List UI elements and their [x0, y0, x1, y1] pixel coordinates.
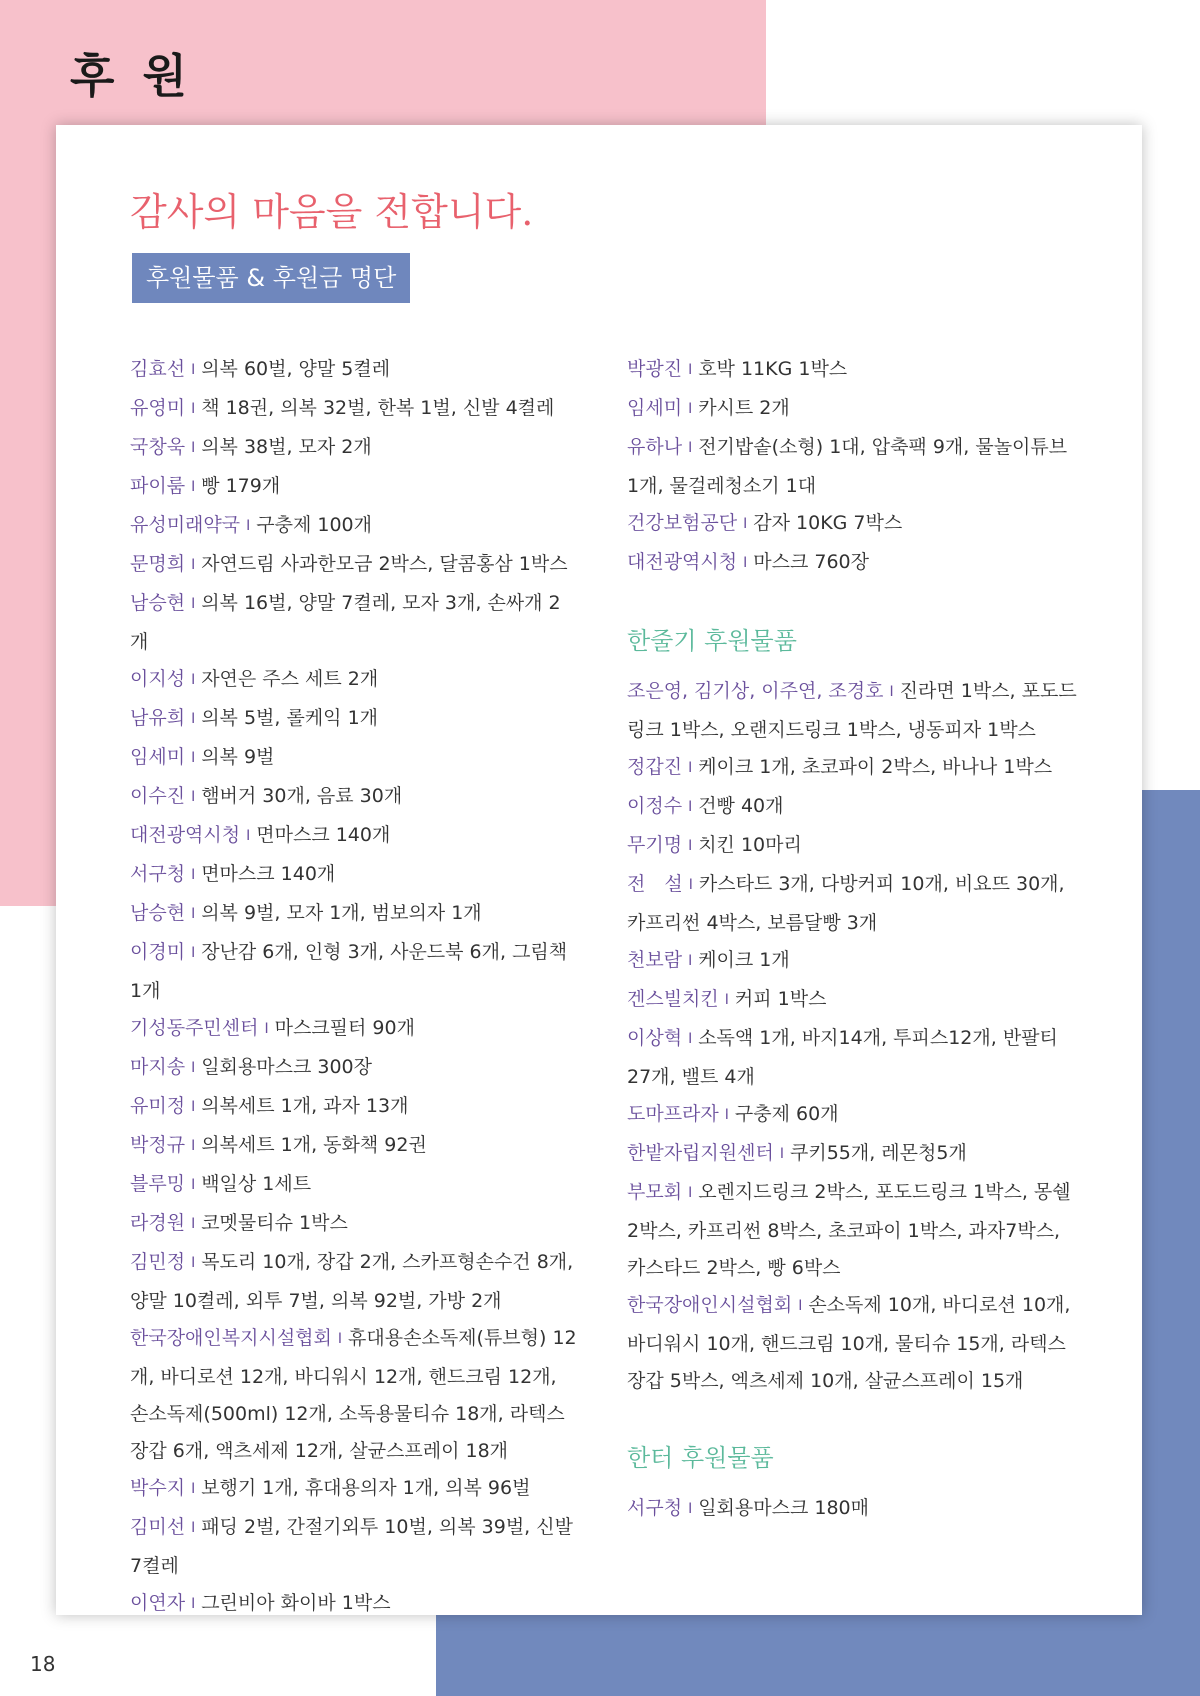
donated-items: 의복 5벌, 롤케익 1개 — [201, 707, 379, 729]
donated-items: 건빵 40개 — [698, 795, 784, 817]
donor-name: 이수진 — [130, 785, 186, 807]
donor-name: 서구청 — [130, 863, 186, 885]
separator: I — [724, 992, 729, 1008]
donated-items: 백일상 1세트 — [201, 1173, 312, 1195]
donor-entry — [130, 739, 578, 778]
donated-items: 의복 9벌 — [201, 746, 275, 768]
separator: I — [191, 1177, 196, 1193]
donor-name: 부모회 — [627, 1181, 683, 1203]
donor-name: 기성동주민센터 — [130, 1017, 259, 1039]
separator: I — [191, 401, 196, 417]
donor-entry — [627, 866, 1077, 942]
donor-name: 유성미래약국 — [130, 514, 241, 536]
donated-items: 쿠키55개, 레몬청5개 — [789, 1142, 967, 1164]
donor-entry — [130, 1320, 578, 1470]
donor-entry — [130, 351, 578, 390]
right-donor-list — [627, 351, 1077, 583]
donated-items: 오렌지드링크 2박스, 포도드링크 1박스, 몽쉘 2박스, 카프리썬 8박스, 초코파이 1박스, 과자7박스, 카스타드 2박스, 빵 6박스 — [627, 1181, 1071, 1279]
separator: I — [191, 867, 196, 883]
donated-items: 손소독제 10개, 바디로션 10개, 바디워시 10개, 핸드크림 10개, 물티슈 15개, 라텍스장갑 5박스, 엑츠세제 10개, 살균스프레이 15개 — [627, 1294, 1071, 1392]
donated-items: 케이크 1개 — [698, 949, 790, 971]
donated-items: 책 18권, 의복 32벌, 한복 1벌, 신발 4켤레 — [201, 397, 555, 419]
separator: I — [246, 828, 251, 844]
separator: I — [688, 877, 693, 893]
donor-entry — [130, 934, 578, 1010]
separator: I — [743, 555, 748, 571]
donor-name: 임세미 — [130, 746, 186, 768]
separator: I — [688, 1501, 693, 1517]
donated-items: 마스크필터 90개 — [274, 1017, 415, 1039]
separator: I — [688, 401, 693, 417]
donor-name: 유영미 — [130, 397, 186, 419]
donor-entry — [130, 1205, 578, 1244]
donor-name: 이정수 — [627, 795, 683, 817]
donor-name: 남승현 — [130, 592, 186, 614]
hanter-heading: 한터 후원물품 — [627, 1444, 774, 1472]
headline: 감사의 마음을 전합니다. — [130, 190, 534, 234]
donor-entry — [130, 1470, 578, 1509]
left-column — [130, 351, 578, 1624]
donor-name: 천보람 — [627, 949, 683, 971]
donor-name: 김미선 — [130, 1516, 186, 1538]
subtitle-banner: 후원물품 & 후원금 명단 — [132, 253, 410, 303]
separator: I — [264, 1021, 269, 1037]
donor-entry — [130, 546, 578, 585]
donated-items: 구충제 100개 — [256, 514, 372, 536]
donated-items: 의복 38벌, 모자 2개 — [201, 436, 372, 458]
donated-items: 의복세트 1개, 과자 13개 — [201, 1095, 409, 1117]
donor-entry — [130, 1127, 578, 1166]
donated-items: 일회용마스크 180매 — [698, 1497, 869, 1519]
donor-entry — [130, 661, 578, 700]
donor-name: 대전광역시청 — [627, 551, 738, 573]
separator: I — [246, 518, 251, 534]
donor-name: 유하나 — [627, 436, 683, 458]
separator: I — [688, 1031, 693, 1047]
donor-name: 박수지 — [130, 1477, 186, 1499]
donated-items: 일회용마스크 300장 — [201, 1056, 372, 1078]
donated-items: 면마스크 140개 — [256, 824, 391, 846]
donated-items: 감자 10KG 7박스 — [753, 512, 903, 534]
donor-name: 이지성 — [130, 668, 186, 690]
donor-name: 건강보험공단 — [627, 512, 738, 534]
separator: I — [191, 362, 196, 378]
hanjulgi-donor-list — [627, 673, 1077, 1400]
donor-entry — [130, 817, 578, 856]
donor-entry — [130, 507, 578, 546]
donor-entry — [627, 429, 1077, 505]
separator: I — [191, 945, 196, 961]
donor-entry — [627, 1096, 1077, 1135]
separator: I — [191, 1138, 196, 1154]
donor-name: 이상혁 — [627, 1027, 683, 1049]
separator: I — [191, 596, 196, 612]
donor-entry — [627, 749, 1077, 788]
donor-entry — [130, 585, 578, 661]
donor-name: 겐스빌치킨 — [627, 988, 719, 1010]
donated-items: 보행기 1개, 휴대용의자 1개, 의복 96벌 — [201, 1477, 531, 1499]
separator: I — [191, 750, 196, 766]
donor-entry — [627, 505, 1077, 544]
donated-items: 햄버거 30개, 음료 30개 — [201, 785, 403, 807]
donated-items: 의복 9벌, 모자 1개, 범보의자 1개 — [201, 902, 482, 924]
donor-name: 마지송 — [130, 1056, 186, 1078]
donor-entry — [130, 429, 578, 468]
separator: I — [688, 838, 693, 854]
donor-name: 전 설 — [627, 873, 683, 895]
donor-name: 대전광역시청 — [130, 824, 241, 846]
donor-name: 서구청 — [627, 1497, 683, 1519]
donated-items: 커피 1박스 — [734, 988, 827, 1010]
donated-items: 케이크 1개, 초코파이 2박스, 바나나 1박스 — [698, 756, 1053, 778]
donated-items: 장난감 6개, 인형 3개, 사운드북 6개, 그림책 1개 — [130, 941, 568, 1002]
donor-name: 블루밍 — [130, 1173, 186, 1195]
separator: I — [191, 440, 196, 456]
donor-name: 문명희 — [130, 553, 186, 575]
separator: I — [191, 906, 196, 922]
donated-items: 카시트 2개 — [698, 397, 790, 419]
separator: I — [743, 516, 748, 532]
donated-items: 그린비아 화이바 1박스 — [201, 1592, 391, 1614]
page-number: 18 — [30, 1652, 56, 1676]
separator: I — [191, 789, 196, 805]
right-column — [627, 351, 1077, 1529]
donor-entry — [627, 673, 1077, 749]
donated-items: 자연은 주스 세트 2개 — [201, 668, 379, 690]
separator: I — [798, 1298, 803, 1314]
donor-name: 이연자 — [130, 1592, 186, 1614]
separator: I — [688, 799, 693, 815]
donor-entry — [627, 981, 1077, 1020]
left-donor-list — [130, 351, 578, 1624]
donated-items: 휴대용손소독제(튜브형) 12개, 바디로션 12개, 바디워시 12개, 핸드크림 12개, 손소독제(500ml) 12개, 소독용물티슈 18개, 라텍스장갑 6개, 액츠세제 12개, 살균스프레이 18개 — [130, 1327, 577, 1462]
donor-entry — [130, 895, 578, 934]
donated-items: 호박 11KG 1박스 — [698, 358, 848, 380]
donor-entry — [130, 1509, 578, 1585]
separator: I — [191, 1520, 196, 1536]
donor-name: 김민정 — [130, 1251, 186, 1273]
donor-entry — [130, 778, 578, 817]
donor-name: 국창욱 — [130, 436, 186, 458]
donated-items: 의복세트 1개, 동화책 92권 — [201, 1134, 427, 1156]
donor-entry — [627, 1020, 1077, 1096]
donor-name: 이경미 — [130, 941, 186, 963]
donated-items: 진라면 1박스, 포도드링크 1박스, 오랜지드링크 1박스, 냉동피자 1박스 — [627, 680, 1077, 741]
donor-list-card — [56, 125, 1142, 1615]
hanter-donor-list — [627, 1490, 1077, 1529]
separator: I — [191, 479, 196, 495]
donor-entry — [627, 942, 1077, 981]
donor-name: 파이룸 — [130, 475, 186, 497]
donor-name: 한밭자립지원센터 — [627, 1142, 774, 1164]
donor-entry — [130, 1088, 578, 1127]
donor-entry — [130, 1010, 578, 1049]
donated-items: 마스크 760장 — [753, 551, 869, 573]
donor-entry — [130, 390, 578, 429]
separator: I — [191, 1481, 196, 1497]
donor-name: 유미정 — [130, 1095, 186, 1117]
donor-name: 남승현 — [130, 902, 186, 924]
separator: I — [191, 1216, 196, 1232]
donor-entry — [627, 351, 1077, 390]
separator: I — [724, 1107, 729, 1123]
donor-entry — [627, 544, 1077, 583]
separator: I — [688, 440, 693, 456]
donor-name: 라경원 — [130, 1212, 186, 1234]
separator: I — [191, 711, 196, 727]
donor-name: 한국장애인시설협회 — [627, 1294, 793, 1316]
donor-entry — [627, 1287, 1077, 1400]
donor-name: 박광진 — [627, 358, 683, 380]
donor-name: 임세미 — [627, 397, 683, 419]
separator: I — [688, 1185, 693, 1201]
donor-entry — [130, 1049, 578, 1088]
separator: I — [688, 362, 693, 378]
donated-items: 의복 16벌, 양말 7켤레, 모자 3개, 손싸개 2개 — [130, 592, 561, 653]
donor-entry — [130, 1244, 578, 1320]
donated-items: 전기밥솥(소형) 1대, 압축팩 9개, 물놀이튜브 1개, 물걸레청소기 1대 — [627, 436, 1068, 497]
donated-items: 치킨 10마리 — [698, 834, 802, 856]
donor-entry — [627, 1174, 1077, 1287]
donor-name: 무기명 — [627, 834, 683, 856]
donor-entry — [130, 1166, 578, 1205]
donor-entry — [627, 390, 1077, 429]
donor-name: 조은영, 김기상, 이주연, 조경호 — [627, 680, 884, 702]
separator: I — [191, 1255, 196, 1271]
donated-items: 구충제 60개 — [734, 1103, 839, 1125]
donated-items: 카스타드 3개, 다방커피 10개, 비요뜨 30개, 카프리썬 4박스, 보름달빵 3개 — [627, 873, 1065, 934]
donor-entry — [130, 700, 578, 739]
donated-items: 패딩 2벌, 간절기외투 10벌, 의복 39벌, 신발 7켤레 — [130, 1516, 573, 1577]
donated-items: 빵 179개 — [201, 475, 281, 497]
donor-name: 박정규 — [130, 1134, 186, 1156]
separator: I — [688, 760, 693, 776]
separator: I — [337, 1331, 343, 1347]
separator: I — [191, 557, 196, 573]
donor-entry — [130, 1585, 578, 1624]
donated-items: 면마스크 140개 — [201, 863, 336, 885]
donor-name: 정갑진 — [627, 756, 683, 778]
separator: I — [779, 1146, 784, 1162]
donated-items: 의복 60벌, 양말 5켤레 — [201, 358, 391, 380]
separator: I — [191, 1099, 196, 1115]
donor-entry — [627, 788, 1077, 827]
section-label: 후 원 — [70, 49, 193, 103]
donated-items: 목도리 10개, 장갑 2개, 스카프형손수건 8개, 양말 10켤레, 외투 7벌, 의복 92벌, 가방 2개 — [130, 1251, 574, 1312]
separator: I — [191, 672, 196, 688]
donor-entry — [130, 856, 578, 895]
separator: I — [191, 1596, 196, 1612]
donated-items: 코멧물티슈 1박스 — [201, 1212, 348, 1234]
separator: I — [688, 953, 693, 969]
separator: I — [889, 684, 894, 700]
donor-entry — [627, 1490, 1077, 1529]
donor-name: 김효선 — [130, 358, 186, 380]
separator: I — [191, 1060, 196, 1076]
donor-name: 남유희 — [130, 707, 186, 729]
donor-name: 도마프라자 — [627, 1103, 719, 1125]
donor-entry — [130, 468, 578, 507]
donor-entry — [627, 827, 1077, 866]
donated-items: 자연드림 사과한모금 2박스, 달콤홍삼 1박스 — [201, 553, 568, 575]
donated-items: 소독액 1개, 바지14개, 투피스12개, 반팔티27개, 밸트 4개 — [627, 1027, 1058, 1088]
donor-entry — [627, 1135, 1077, 1174]
donor-name: 한국장애인복지시설협회 — [130, 1327, 332, 1349]
hanjulgi-heading: 한줄기 후원물품 — [627, 627, 797, 655]
